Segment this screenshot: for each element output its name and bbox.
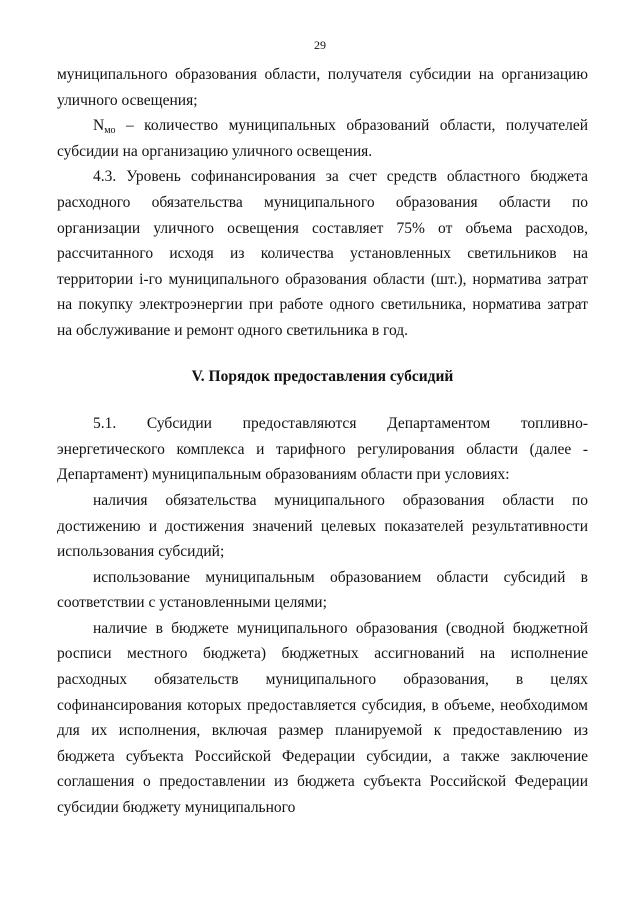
definition-text: – количество муниципальных образований области, получателей субсидии на организацию уличного освещения. (57, 117, 588, 160)
document-body (57, 62, 588, 821)
page-number: 29 (314, 38, 326, 52)
paragraph-definition-nmo (57, 113, 588, 164)
paragraph-condition-1: наличия обязательства муниципального образования области по достижению и достижения значений целевых показателей результативности использования субсидий; (57, 491, 588, 561)
paragraph-condition-2: использование муниципальным образованием области субсидий в соответствии с установленными целями; (57, 568, 588, 612)
section-heading: V. Порядок предоставления субсидий (191, 367, 454, 385)
paragraph-continuation: муниципального образования области, получателя субсидии на организацию уличного освещения; (57, 66, 588, 109)
paragraph-5-1: 5.1. Субсидии предоставляются Департаментом топливно-энергетического комплекса и тарифного регулирования области (далее - Департамент) муниципальным образованиям области при условиях: (57, 415, 588, 484)
paragraph-4-3: 4.3. Уровень софинансирования за счет средств областного бюджета расходного обязательства муниципального образования области по организации уличного освещения составляет 75% от объема расходов, рассчитанного исходя из количества установленных светильников на территории i-го муниципального образования области (шт.), норматива затрат на покупку электроэнергии при работе одного светильника, норматива затрат на обслуживание и ремонт одного светильника в год. (57, 168, 588, 339)
symbol-subscript: мо (104, 125, 116, 137)
symbol-n: N (93, 117, 105, 135)
paragraph-condition-3: наличие в бюджете муниципального образования (сводной бюджетной росписи местного бюджета) бюджетных ассигнований на исполнение расходных обязательств муниципального образования, в целях софинансирования которых предоставляется субсидия, в объеме, необходимом для их исполнения, включая размер планируемой к предоставлению из бюджета субъекта Российской Федерации субсидии, а также заключение соглашения о предоставлении из бюджета субъекта Российской Федерации субсидии бюджету муниципального (57, 619, 588, 817)
